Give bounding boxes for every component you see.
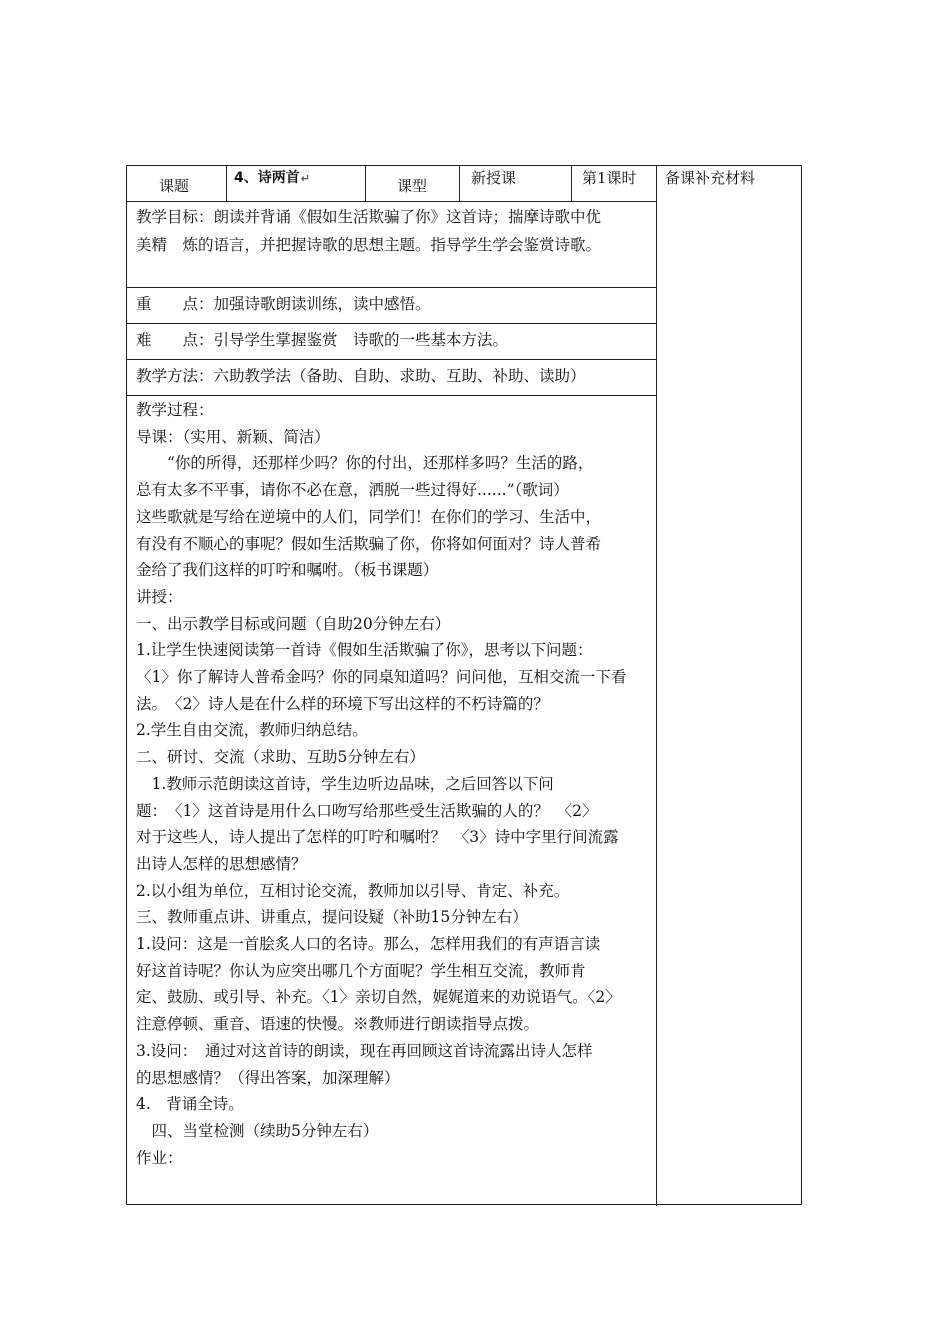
teaching-method: 教学方法：六助教学法（备助、自助、求助、互助、补助、读助） [136, 367, 586, 385]
label-topic: 课题 [159, 177, 190, 195]
process-line: 好这首诗呢？你认为应突出哪几个方面呢？学生相互交流，教师肯 [136, 961, 586, 980]
table-divider [127, 201, 656, 202]
process-line: 四、当堂检测（续助5分钟左右） [136, 1121, 379, 1140]
process-line: 总有太多不平事，请你不必在意，洒脱一些过得好......”（歌词） [136, 481, 569, 500]
process-line: 3.设问： 通过对这首诗的朗读，现在再回顾这首诗流露出诗人怎样 [136, 1041, 593, 1060]
process-line: 三、教师重点讲、讲重点，提问设疑（补助15分钟左右） [136, 908, 528, 927]
period-value: 第1课时 [582, 169, 637, 187]
process-line: 2.学生自由交流，教师归纳总结。 [136, 721, 368, 740]
table-divider [127, 323, 656, 324]
table-divider [571, 166, 572, 202]
process-line: 1.设问：这是一首脍炙人口的名诗。那么，怎样用我们的有声语言读 [136, 935, 601, 953]
objectives-line: 教学目标：朗读并背诵《假如生活欺骗了你》这首诗；揣摩诗歌中优 [136, 208, 602, 226]
table-divider [656, 166, 657, 1206]
topic-text: 4、诗两首 [234, 170, 300, 186]
topic-value [234, 169, 310, 188]
table-divider [226, 166, 227, 202]
supplement-label: 备课补充材料 [665, 169, 756, 187]
type-value: 新授课 [471, 169, 517, 187]
table-divider [365, 166, 366, 202]
process-line: 二、研讨、交流（求助、互助5分钟左右） [136, 748, 425, 767]
return-mark-icon: ↵ [300, 172, 310, 185]
process-line: 导课：（实用、新颖、简洁） [136, 427, 330, 446]
process-line: 1.教师示范朗读这首诗，学生边听边品味，之后回答以下问 [136, 774, 554, 793]
process-line: 2.以小组为单位，互相讨论交流，教师加以引导、肯定、补充。 [136, 881, 570, 900]
process-line: 作业： [136, 1148, 183, 1167]
process-line: 一、出示教学目标或问题（自助20分钟左右） [136, 614, 451, 633]
lesson-plan-table [126, 165, 802, 1205]
process-line: 4. 背诵全诗。 [136, 1095, 244, 1114]
process-line: 金给了我们这样的叮咛和嘱咐。（板书课题） [136, 561, 439, 580]
label-type: 课型 [397, 177, 428, 195]
process-line: 有没有不顺心的事呢？假如生活欺骗了你，你将如何面对？诗人普希 [136, 534, 602, 553]
process-line: 题： 〈1〉这首诗是用什么口吻写给那些受生活欺骗的人的？ 〈2〉 [136, 801, 598, 820]
process-line: “你的所得，还那样少吗？你的付出，还那样多吗？生活的路， [136, 454, 594, 473]
table-divider [127, 359, 656, 360]
process-line: 出诗人怎样的思想感情？ [136, 854, 307, 873]
process-line: 这些歌就是写给在逆境中的人们，同学们！在你们的学习、生活中， [136, 507, 602, 526]
table-divider [459, 166, 460, 202]
process-line: 对于这些人，诗人提出了怎样的叮咛和嘱咐？ 〈3〉诗中字里行间流露 [136, 828, 619, 847]
table-divider [127, 287, 656, 288]
process-line: 1.让学生快速阅读第一首诗《假如生活欺骗了你》，思考以下问题： [136, 641, 593, 660]
process-line: 〈1〉你了解诗人普希金吗？你的同桌知道吗？问问他，互相交流一下看 [136, 668, 627, 686]
objectives-line: 美精 炼的语言，并把握诗歌的思想主题。指导学生学会鉴赏诗歌。 [136, 236, 602, 254]
process-line: 法。 〈2〉诗人是在什么样的环境下写出这样的不朽诗篇的？ [136, 694, 549, 713]
process-line: 定、鼓励、或引导、补充。〈1〉亲切自然，娓娓道来的劝说语气。〈2〉 [136, 988, 621, 1007]
difficulties: 难 点：引导学生掌握鉴赏 诗歌的一些基本方法。 [136, 331, 509, 349]
process-line: 注意停顿、重音、语速的快慢。※教师进行朗读指导点拨。 [136, 1015, 540, 1034]
process-line: 的思想感情？（得出答案，加深理解） [136, 1068, 400, 1087]
key-points: 重 点：加强诗歌朗读训练，读中感悟。 [136, 295, 431, 313]
process-line: 教学过程： [136, 401, 214, 419]
process-line: 讲授： [136, 587, 183, 606]
